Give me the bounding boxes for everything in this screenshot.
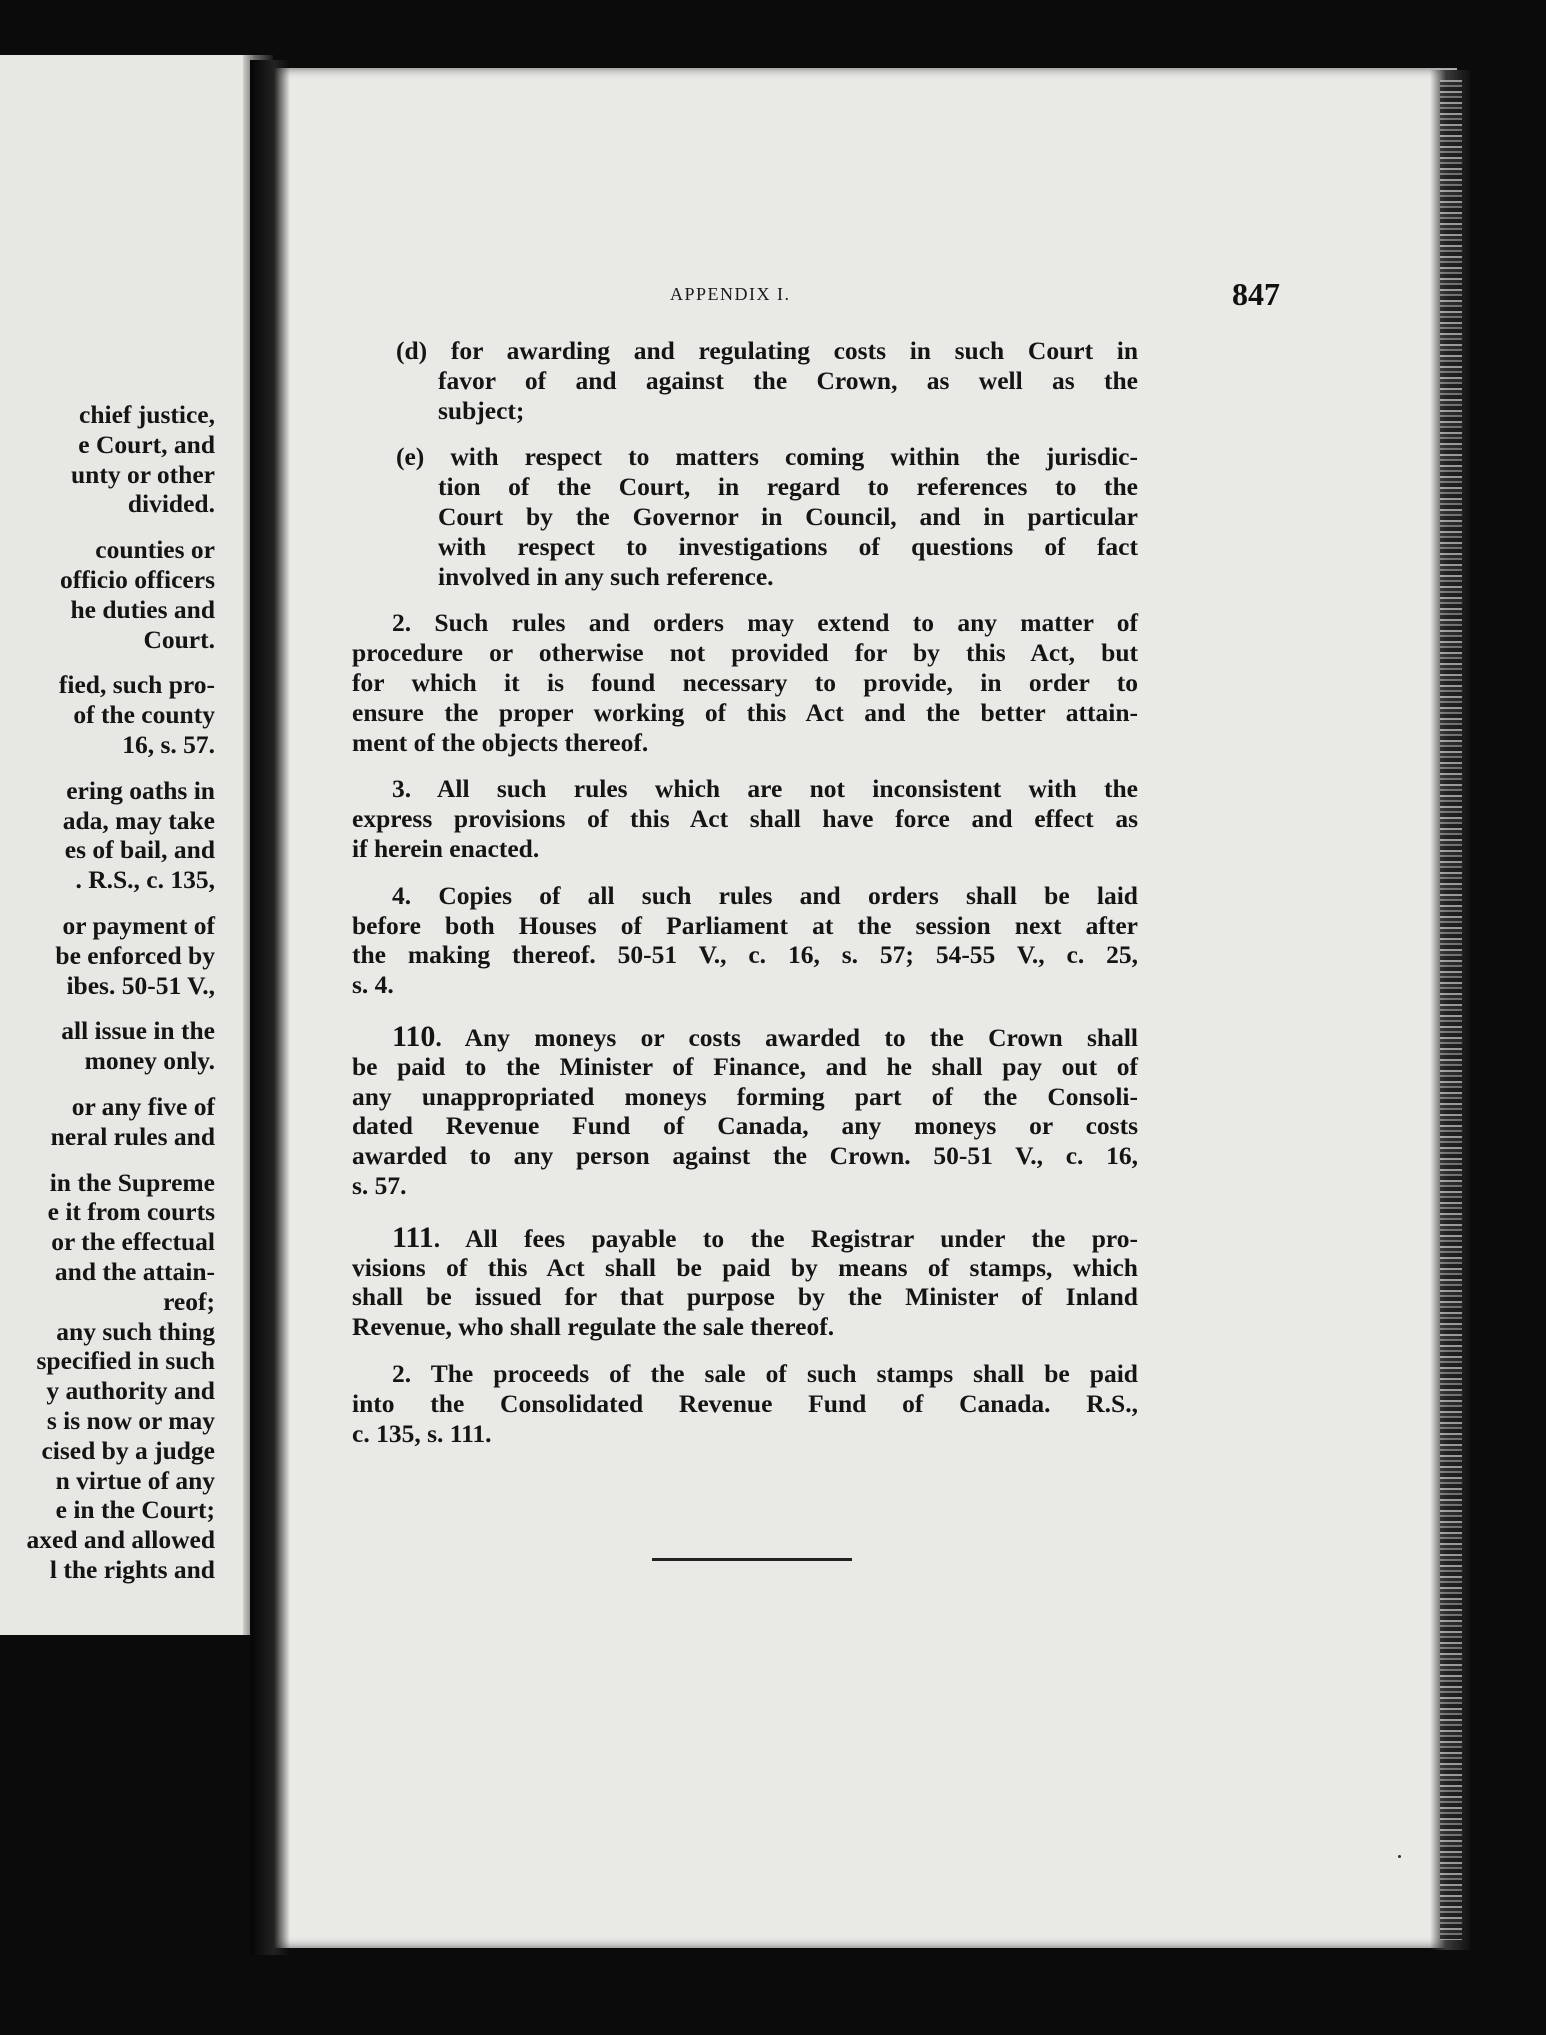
left-text-line: or the effectual xyxy=(51,1227,215,1257)
line-gap xyxy=(0,1076,215,1092)
left-text-line: fied, such pro- xyxy=(58,670,215,700)
page-number: 847 xyxy=(1232,276,1280,312)
line-text: subject; xyxy=(438,395,525,425)
left-text-line: ibes. 50-51 V., xyxy=(66,970,215,1000)
text-line xyxy=(352,834,1138,864)
left-text-line: s is now or may xyxy=(46,1405,215,1435)
subsection-paragraph xyxy=(352,881,1138,1000)
line-text: before both Houses of Parliament at the session next after xyxy=(352,910,1138,940)
left-text-line: in the Supreme xyxy=(49,1167,215,1197)
text-line xyxy=(352,562,1138,592)
line-text: dated Revenue Fund of Canada, any moneys or costs xyxy=(352,1111,1138,1141)
left-text-line: e it from courts xyxy=(47,1197,215,1227)
text-line xyxy=(352,638,1138,668)
left-text-line: neral rules and xyxy=(50,1121,215,1151)
line-text: 4. Copies of all such rules and orders shall be laid xyxy=(392,880,1138,910)
subsection-paragraph xyxy=(352,608,1138,757)
text-line xyxy=(352,728,1138,758)
text-line xyxy=(352,1052,1138,1082)
text-line xyxy=(352,1312,1138,1342)
clause-paragraph xyxy=(352,442,1138,591)
text-line xyxy=(352,1141,1138,1171)
line-text: involved in any such reference. xyxy=(438,561,774,591)
line-text: procedure or otherwise not provided for by this Act, but xyxy=(352,638,1138,668)
left-text-line: n virtue of any xyxy=(55,1465,215,1495)
line-text: favor of and against the Crown, as well as the xyxy=(438,365,1138,395)
page-header xyxy=(670,276,1290,322)
left-text-line: money only. xyxy=(84,1046,215,1076)
clause-paragraph xyxy=(352,336,1138,425)
text-line xyxy=(352,911,1138,941)
left-text-line: l the rights and xyxy=(49,1554,215,1584)
left-text-line: he duties and xyxy=(70,594,215,624)
text-line xyxy=(352,396,1138,426)
line-text: ment of the objects thereof. xyxy=(352,727,649,757)
text-line xyxy=(352,1282,1138,1312)
text-line xyxy=(352,472,1138,502)
section-number: 111 xyxy=(392,1220,434,1254)
text-line xyxy=(352,502,1138,532)
text-line xyxy=(352,1220,1138,1254)
left-text-line: counties or xyxy=(95,535,215,565)
text-line xyxy=(352,1019,1138,1053)
text-line xyxy=(352,804,1138,834)
line-text: 3. All such rules which are not inconsistent with the xyxy=(392,774,1138,804)
running-head: APPENDIX I. xyxy=(670,284,791,304)
text-line xyxy=(352,608,1138,638)
text-line xyxy=(352,1082,1138,1112)
left-text-line: . R.S., c. 135, xyxy=(75,865,215,895)
left-page-fragment xyxy=(0,55,250,1635)
left-text-line: any such thing xyxy=(56,1316,215,1346)
left-text-line: axed and allowed xyxy=(26,1525,215,1555)
line-text: 2. Such rules and orders may extend to any matter of xyxy=(392,608,1138,638)
left-text-line: 16, s. 57. xyxy=(122,729,215,759)
page-stack-edge xyxy=(1440,80,1462,1940)
left-text-line: or any five of xyxy=(71,1091,215,1121)
page-body xyxy=(352,336,1138,1465)
line-text: (d) for awarding and regulating costs in such Court in xyxy=(396,336,1138,365)
line-text: express provisions of this Act shall have force and effect as xyxy=(352,804,1138,834)
section-number: 110 xyxy=(392,1019,436,1053)
subsection-paragraph xyxy=(352,774,1138,863)
line-text: tion of the Court, in regard to references to the xyxy=(438,472,1138,502)
subsection-paragraph xyxy=(352,1359,1138,1448)
left-text-line: ering oaths in xyxy=(66,775,215,805)
left-text-line: y authority and xyxy=(46,1376,215,1406)
line-text: the making thereof. 50-51 V., c. 16, s. 57; 54-55 V., c. 25, xyxy=(352,940,1138,970)
text-line xyxy=(352,1171,1138,1201)
line-text: s. 4. xyxy=(352,970,394,1000)
line-text: for which it is found necessary to provide, in order to xyxy=(352,667,1138,697)
line-text: any unappropriated moneys forming part of the Consoli- xyxy=(352,1081,1138,1111)
left-text-line: ada, may take xyxy=(62,805,215,835)
text-line xyxy=(352,336,1138,366)
section-paragraph xyxy=(352,1019,1138,1201)
line-gap xyxy=(0,1152,215,1168)
left-text-line: unty or other xyxy=(70,459,215,489)
text-line xyxy=(352,881,1138,911)
line-gap xyxy=(0,895,215,911)
line-text: Court by the Governor in Council, and in particular xyxy=(438,501,1138,531)
line-text: c. 135, s. 111. xyxy=(352,1418,492,1448)
line-text: Revenue, who shall regulate the sale thereof. xyxy=(352,1312,835,1342)
left-text-line: specified in such xyxy=(36,1346,215,1376)
text-line xyxy=(352,366,1138,396)
left-text-line: and the attain- xyxy=(54,1256,215,1286)
line-text: (e) with respect to matters coming within the jurisdic- xyxy=(396,442,1138,472)
text-line xyxy=(352,698,1138,728)
line-text: . All fees payable to the Registrar under the pro- xyxy=(433,1223,1138,1253)
left-text-line: officio officers xyxy=(59,564,215,594)
left-text-line: of the county xyxy=(73,700,215,730)
text-line xyxy=(352,774,1138,804)
text-line xyxy=(352,1419,1138,1449)
left-text-line: Court. xyxy=(143,624,215,654)
text-line xyxy=(352,1111,1138,1141)
left-text-line: es of bail, and xyxy=(64,835,215,865)
end-rule xyxy=(652,1558,852,1561)
line-gap xyxy=(0,654,215,670)
line-gap xyxy=(0,519,215,535)
line-text: ensure the proper working of this Act and the better attain- xyxy=(352,697,1138,727)
speck xyxy=(1398,1855,1401,1858)
left-text-line: cised by a judge xyxy=(41,1435,215,1465)
text-line xyxy=(352,940,1138,970)
left-text-line: divided. xyxy=(127,489,215,519)
line-text: if herein enacted. xyxy=(352,833,540,863)
text-line xyxy=(352,1389,1138,1419)
line-text: . Any moneys or costs awarded to the Crown shall xyxy=(435,1022,1138,1052)
line-text: shall be issued for that purpose by the Minister of Inland xyxy=(352,1282,1138,1312)
line-text: be paid to the Minister of Finance, and he shall pay out of xyxy=(352,1051,1138,1081)
left-text-line: e Court, and xyxy=(78,429,215,459)
left-text-line: be enforced by xyxy=(55,940,215,970)
text-line xyxy=(352,1359,1138,1389)
line-gap xyxy=(0,1000,215,1016)
binding-shadow xyxy=(250,60,290,1955)
line-gap xyxy=(0,760,215,776)
line-text: awarded to any person against the Crown. 50-51 V., c. 16, xyxy=(352,1141,1138,1171)
line-text: with respect to investigations of questions of fact xyxy=(438,531,1138,561)
line-text: 2. The proceeds of the sale of such stamps shall be paid xyxy=(392,1358,1138,1388)
line-text: s. 57. xyxy=(352,1170,407,1200)
text-line xyxy=(352,532,1138,562)
left-text-line: chief justice, xyxy=(79,400,215,429)
left-page-text xyxy=(0,400,215,1585)
line-text: into the Consolidated Revenue Fund of Canada. R.S., xyxy=(352,1388,1138,1418)
text-line xyxy=(352,1253,1138,1283)
section-paragraph xyxy=(352,1220,1138,1342)
left-text-line: or payment of xyxy=(62,910,215,940)
left-text-line: all issue in the xyxy=(61,1016,215,1046)
line-text: visions of this Act shall be paid by means of stamps, which xyxy=(352,1252,1138,1282)
text-line xyxy=(352,668,1138,698)
text-line xyxy=(352,442,1138,472)
left-text-line: reof; xyxy=(163,1286,215,1316)
text-line xyxy=(352,970,1138,1000)
left-text-line: e in the Court; xyxy=(55,1495,215,1525)
